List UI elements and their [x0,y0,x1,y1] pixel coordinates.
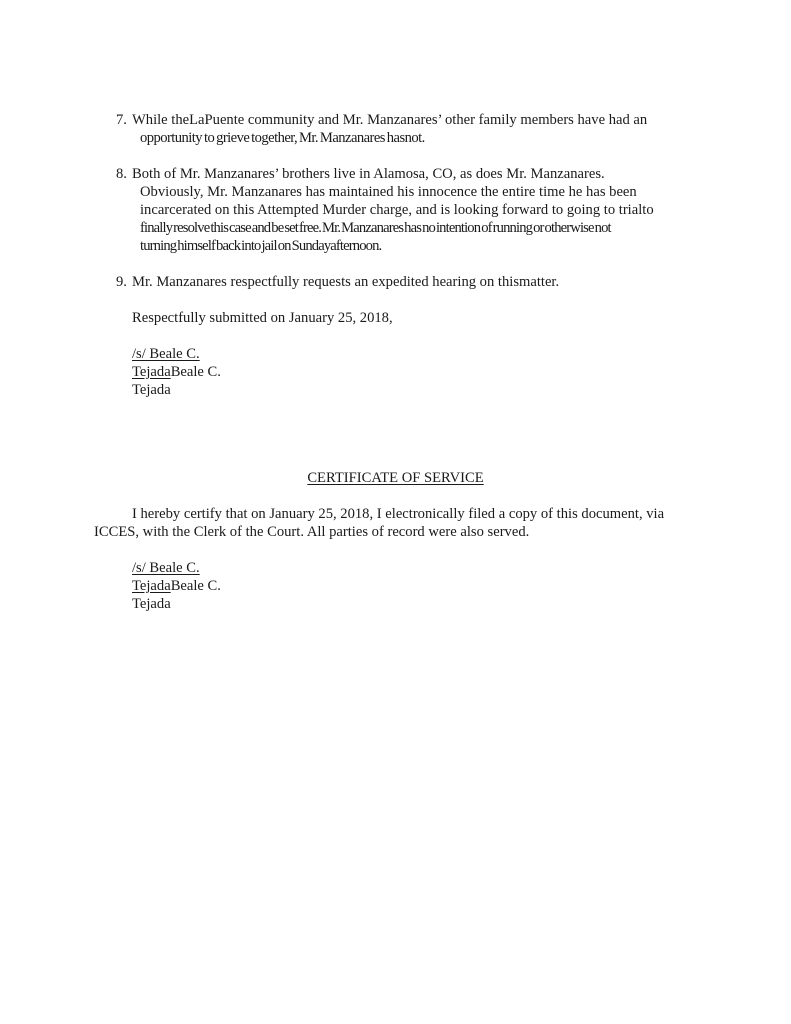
item-number: 9. [116,274,127,290]
certificate-title: CERTIFICATE OF SERVICE [307,470,484,486]
signature-name-line [132,363,221,381]
signature-name: Beale C. [170,578,221,594]
item-text-line: Mr. Manzanares respectfully requests an expedited hearing on thismatter. [132,274,560,290]
signature-name-line [132,577,221,595]
item-text-line: finally resolve this case and be set free. Mr. Manzanares has no intention of running or otherwise not [140,220,611,236]
signature-underlined-name: Tejada [132,364,171,380]
item-text-line: opportunity to grieve together, Mr. Manzanares hasnot. [140,130,425,146]
signature-surname: Tejada [132,596,171,612]
signature-line: /s/ Beale C. [132,560,200,576]
signature-underlined-name: Tejada [132,578,171,594]
signature-name: Beale C. [170,364,221,380]
item-text-line: Both of Mr. Manzanares’ brothers live in Alamosa, CO, as does Mr. Manzanares. [132,166,605,182]
item-number: 8. [116,166,127,182]
item-text-line: incarcerated on this Attempted Murder charge, and is looking forward to going to trialto [140,202,654,218]
item-text-line: While theLaPuente community and Mr. Manzanares’ other family members have had an [132,112,648,128]
item-text-line: Obviously, Mr. Manzanares has maintained his innocence the entire time he has been [140,184,637,200]
item-number: 7. [116,112,127,128]
closing-statement: Respectfully submitted on January 25, 2018, [132,310,393,326]
item-text-line: turning himself back into jail on Sundayafternoon. [140,238,382,254]
certificate-text-line: I hereby certify that on January 25, 2018, I electronically filed a copy of this document, via [132,506,665,522]
signature-surname: Tejada [132,382,171,398]
certificate-text-line: ICCES, with the Clerk of the Court. All parties of record were also served. [94,524,530,540]
signature-line: /s/ Beale C. [132,346,200,362]
